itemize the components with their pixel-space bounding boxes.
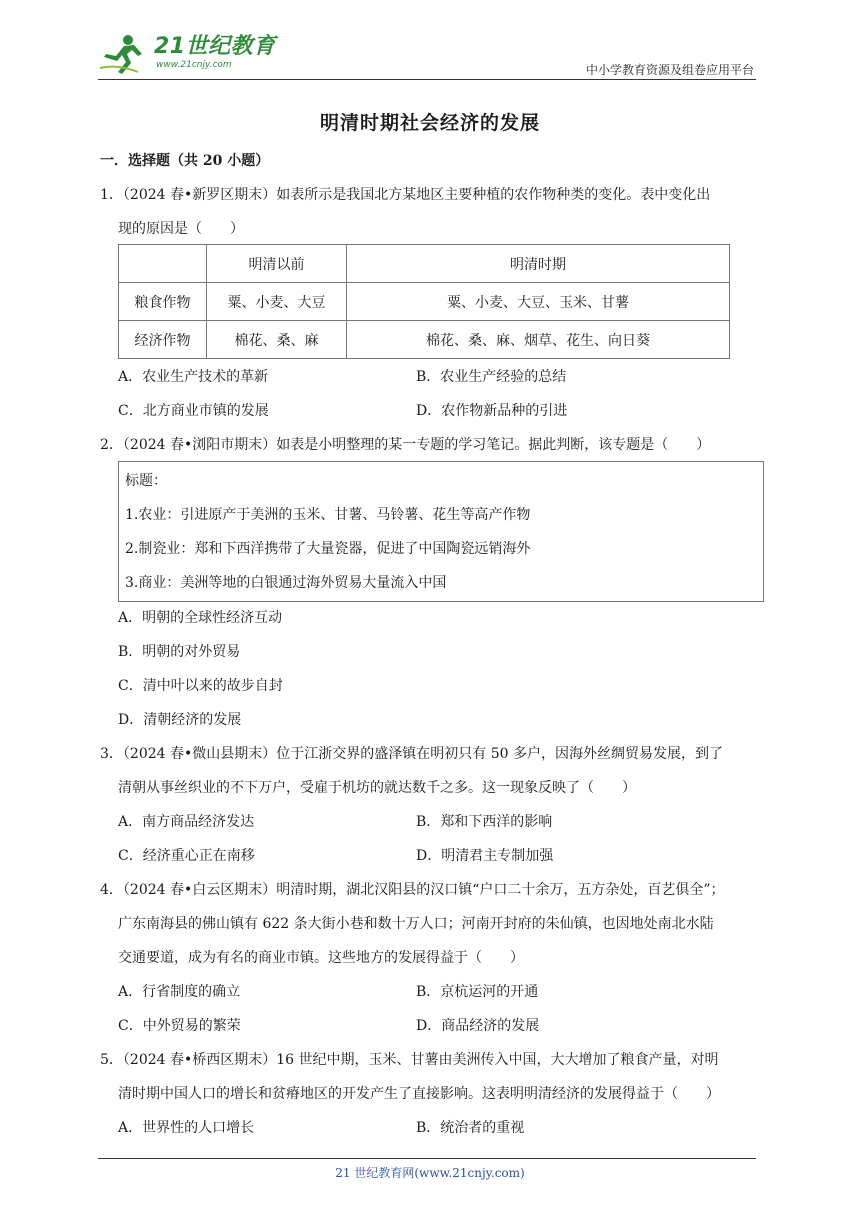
option-c[interactable]: C．中外贸易的繁荣 bbox=[118, 1018, 241, 1034]
option-b[interactable]: B．京杭运河的开通 bbox=[416, 984, 539, 1000]
option-d[interactable]: D．商品经济的发展 bbox=[416, 1018, 540, 1034]
table-cell bbox=[119, 245, 207, 283]
question-5 bbox=[100, 1043, 760, 1111]
question-4-options-row-2 bbox=[118, 1009, 758, 1043]
footer-link[interactable]: 21 世纪教育网(www.21cnjy.com) bbox=[335, 1166, 525, 1180]
logo-main-text: 21世纪教育 bbox=[154, 34, 276, 59]
page-title: 明清时期社会经济的发展 bbox=[319, 112, 540, 134]
runner-logo-icon bbox=[98, 34, 150, 76]
notes-line: 2.制瓷业：郑和下西洋携带了大量瓷器，促进了中国陶瓷远销海外 bbox=[125, 541, 531, 557]
crop-table bbox=[118, 244, 730, 359]
table-cell: 棉花、桑、麻、烟草、花生、向日葵 bbox=[347, 321, 730, 359]
question-1-line-1: 1．（2024 春•新罗区期末）如表所示是我国北方某地区主要种植的农作物种类的变化。表中变化出 bbox=[100, 187, 711, 203]
question-4-line-1: 4．（2024 春•白云区期末）明清时期，湖北汉阳县的汉口镇“户口二十余万，五方杂处，百艺俱全”； bbox=[100, 882, 725, 898]
option-a[interactable]: A．世界性的人口增长 bbox=[118, 1120, 255, 1136]
option-d[interactable]: D．农作物新品种的引进 bbox=[416, 403, 568, 419]
option-d[interactable]: D．明清君主专制加强 bbox=[416, 848, 554, 864]
option-c[interactable]: C．经济重心正在南移 bbox=[118, 848, 255, 864]
table-cell: 粟、小麦、大豆 bbox=[207, 283, 347, 321]
option-b[interactable]: B．统治者的重视 bbox=[416, 1120, 525, 1136]
table-cell: 粟、小麦、大豆、玉米、甘薯 bbox=[347, 283, 730, 321]
table-header-row bbox=[119, 245, 730, 283]
question-4-line-3: 交通要道，成为有名的商业市镇。这些地方的发展得益于（ ） bbox=[118, 950, 524, 966]
study-notes-box bbox=[118, 461, 764, 602]
notes-line: 3.商业：美洲等地的白银通过海外贸易大量流入中国 bbox=[125, 575, 447, 591]
footer-divider bbox=[98, 1158, 756, 1159]
table-cell: 明清以前 bbox=[207, 245, 347, 283]
section-heading: 一．选择题（共 20 小题） bbox=[100, 153, 270, 169]
question-2-line-1: 2．（2024 春•浏阳市期末）如表是小明整理的某一专题的学习笔记。据此判断，该专题是（ ） bbox=[100, 437, 711, 453]
question-4 bbox=[100, 873, 760, 975]
question-1-options-row-2 bbox=[118, 394, 758, 428]
table-row bbox=[119, 321, 730, 359]
table-cell: 棉花、桑、麻 bbox=[207, 321, 347, 359]
page-header bbox=[98, 32, 756, 80]
question-3-options-row-2 bbox=[118, 839, 758, 873]
option-b[interactable]: B．农业生产经验的总结 bbox=[416, 369, 567, 385]
question-1-options-row-1 bbox=[118, 360, 758, 394]
question-4-options-row-1 bbox=[118, 975, 758, 1009]
option-a[interactable]: A．南方商品经济发达 bbox=[118, 814, 255, 830]
question-1-line-2: 现的原因是（ ） bbox=[118, 221, 244, 237]
question-3-line-2: 清朝从事丝织业的不下万户，受雇于机坊的就达数千之多。这一现象反映了（ ） bbox=[118, 780, 636, 796]
option-c[interactable]: C．北方商业市镇的发展 bbox=[118, 403, 269, 419]
question-5-options-row-1 bbox=[118, 1111, 758, 1145]
header-divider bbox=[98, 79, 756, 80]
option-b[interactable]: B．郑和下西洋的影响 bbox=[416, 814, 553, 830]
question-4-line-2: 广东南海县的佛山镇有 622 条大街小巷和数十万人口；河南开封府的朱仙镇，也因地处南北水陆 bbox=[118, 916, 714, 932]
option-b[interactable]: B．明朝的对外贸易 bbox=[118, 644, 241, 660]
option-d[interactable]: D．清朝经济的发展 bbox=[118, 712, 242, 728]
table-cell: 明清时期 bbox=[347, 245, 730, 283]
logo-url-text: www.21cnjy.com bbox=[156, 60, 232, 70]
notes-title-line: 标题： bbox=[125, 473, 167, 489]
question-1 bbox=[100, 178, 760, 246]
table-cell: 经济作物 bbox=[119, 321, 207, 359]
notes-line: 1.农业：引进原产于美洲的玉米、甘薯、马铃薯、花生等高产作物 bbox=[125, 507, 531, 523]
option-a[interactable]: A．行省制度的确立 bbox=[118, 984, 241, 1000]
question-3-options-row-1 bbox=[118, 805, 758, 839]
option-a[interactable]: A．农业生产技术的革新 bbox=[118, 369, 269, 385]
question-5-line-1: 5．（2024 春•桥西区期末）16 世纪中期，玉米、甘薯由美洲传入中国，大大增加了粮食产量，对明 bbox=[100, 1052, 719, 1068]
question-2 bbox=[100, 428, 760, 462]
question-3-line-1: 3．（2024 春•微山县期末）位于江浙交界的盛泽镇在明初只有 50 多户，因海外丝绸贸易发展，到了 bbox=[100, 746, 723, 762]
option-a[interactable]: A．明朝的全球性经济互动 bbox=[118, 610, 283, 626]
site-logo bbox=[98, 34, 276, 76]
question-5-line-2: 清时期中国人口的增长和贫瘠地区的开发产生了直接影响。这表明明清经济的发展得益于（ ） bbox=[118, 1086, 720, 1102]
question-3 bbox=[100, 737, 760, 805]
option-c[interactable]: C．清中叶以来的故步自封 bbox=[118, 678, 283, 694]
table-cell: 粮食作物 bbox=[119, 283, 207, 321]
table-row bbox=[119, 283, 730, 321]
platform-name: 中小学教育资源及组卷应用平台 bbox=[585, 63, 754, 77]
